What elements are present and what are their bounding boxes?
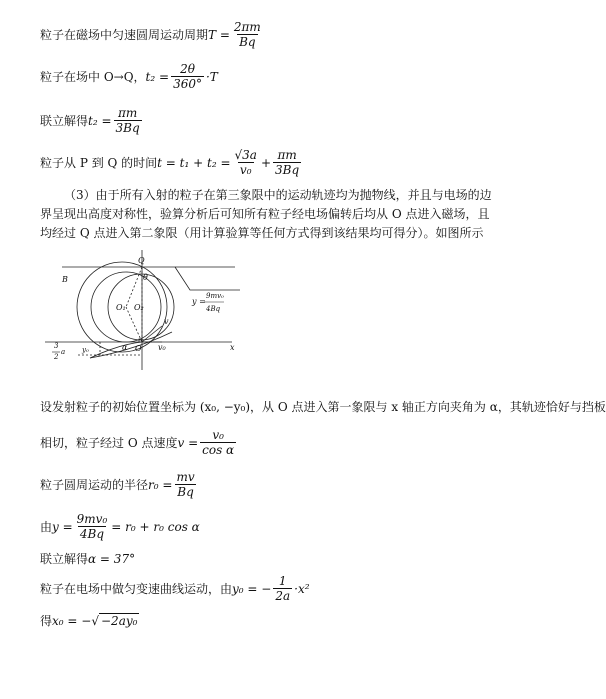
label-y-num: 9mv₀	[206, 292, 224, 300]
alpha-expr: α = 37°	[88, 551, 136, 566]
period-text: 粒子在磁场中匀速圆周运动周期	[40, 28, 209, 42]
period-den: Bq	[239, 35, 256, 49]
label-frac-den: 2	[54, 353, 59, 361]
total-time-lhs: t = t₁ + t₂ =	[157, 155, 231, 170]
t2-fraction	[171, 62, 204, 91]
trajectory-figure	[40, 240, 240, 390]
setup-den: cos α	[202, 443, 235, 457]
label-y-den: 4Bq	[206, 305, 221, 313]
solve-t2-fraction	[114, 106, 142, 135]
t2-post: ·T	[205, 69, 218, 84]
setup-text-1: 设发射粒子的初始位置坐标为 (x₀, −y₀)，从 O 点进入第一象限与 x 轴正方向夹角为 α，其轨迹恰好与挡板	[40, 400, 606, 414]
total-time-text: 粒子从 P 到 Q 的时间	[40, 156, 158, 170]
setup-fraction	[200, 428, 236, 457]
solve-t2-lhs: t₂ =	[88, 113, 112, 128]
setup-line-2	[40, 428, 238, 457]
by-y-num: 9mv₀	[76, 512, 108, 526]
alpha-line	[40, 550, 135, 567]
parabola-line	[40, 574, 310, 603]
label-o1: O₁	[116, 303, 126, 312]
result-root: −2ay₀	[101, 614, 138, 628]
part3-text: （3）由于所有入射的粒子在第三象限中的运动轨迹均为抛物线，并且与电场的边界呈现出高度对称性，验算分析后可知所有粒子经电场偏转后均从 O 点进入磁场，且均经过 Q 点进入第二象限（用计算验算等任何方式得到该结果均可得分）。如图所示	[40, 188, 492, 240]
parabola-text: 粒子在电场中做匀变速曲线运动，由	[40, 582, 233, 596]
parabola-fraction	[273, 574, 292, 603]
radius-num: mv	[176, 470, 195, 484]
setup-text-2: 相切，粒子经过 O 点速度	[40, 436, 178, 450]
result-text: 得	[40, 614, 53, 628]
total-time-num2: πm	[277, 148, 297, 162]
setup-num: v₀	[212, 428, 224, 442]
t2-num: 2θ	[180, 62, 195, 76]
radius-fraction	[174, 470, 196, 499]
solve-t2-num: πm	[117, 106, 138, 120]
total-time-fraction-2	[273, 148, 301, 177]
period-fraction	[232, 20, 263, 49]
radius-line	[40, 470, 199, 499]
parabola-post: ·x²	[294, 581, 310, 596]
label-q: Q	[138, 256, 145, 265]
radius-den: Bq	[177, 485, 194, 499]
label-y-eq: y =	[192, 297, 206, 306]
part3-paragraph	[40, 186, 500, 243]
t2-text: 粒子在场中 O→Q，	[40, 70, 146, 84]
label-v: v	[164, 317, 169, 326]
label-o: O	[135, 344, 142, 353]
period-lhs: T =	[208, 27, 230, 42]
by-y-den: 4Bq	[79, 527, 105, 541]
total-time-line	[40, 148, 303, 177]
setup-lhs: v =	[177, 435, 199, 450]
sqrt-sign: √	[91, 613, 99, 628]
t2-den: 360°	[173, 77, 202, 91]
solve-t2-den: 3Bq	[115, 121, 140, 135]
alpha-text: 联立解得	[40, 552, 89, 566]
label-x: x	[230, 343, 235, 352]
label-v0: v₀	[158, 343, 166, 352]
label-b: B	[62, 275, 68, 284]
parabola-num: 1	[278, 574, 287, 588]
label-theta: θ	[143, 273, 148, 282]
result-lhs: x₀ = −	[52, 613, 92, 628]
total-time-den2: 3Bq	[275, 163, 300, 177]
solve-t2-text: 联立解得	[40, 114, 89, 128]
solve-t2-line	[40, 106, 144, 135]
by-y-line	[40, 512, 200, 541]
by-y-post: = r₀ + r₀ cos α	[111, 519, 200, 534]
total-time-den1: v₀	[239, 163, 252, 177]
period-num: 2πm	[233, 20, 261, 34]
by-y-fraction	[75, 512, 110, 541]
dashed-radius-2	[126, 307, 142, 342]
label-frac-a: a	[61, 348, 66, 356]
velocity-arrow	[142, 326, 162, 342]
label-o2: O₂	[134, 303, 144, 312]
label-alpha: α	[122, 343, 128, 352]
t2-lhs: t₂ =	[145, 69, 170, 84]
radius-text: 粒子圆周运动的半径	[40, 478, 149, 492]
label-y0: y₀	[82, 346, 89, 354]
by-y-text: 由	[40, 520, 53, 534]
total-time-num1: √3a	[234, 148, 257, 162]
period-line	[40, 20, 265, 49]
parabola-lhs: y₀ = −	[232, 581, 272, 596]
t2-line	[40, 62, 218, 91]
parabola-den: 2a	[275, 589, 291, 603]
radius-lhs: r₀ =	[148, 477, 173, 492]
barrier-line	[175, 267, 240, 290]
by-y-lhs: y =	[52, 519, 73, 534]
total-time-fraction-1	[233, 148, 259, 177]
setup-line-1	[40, 398, 606, 415]
total-time-plus: +	[260, 155, 271, 170]
label-frac-num: 3	[54, 342, 59, 350]
result-line	[40, 612, 139, 629]
